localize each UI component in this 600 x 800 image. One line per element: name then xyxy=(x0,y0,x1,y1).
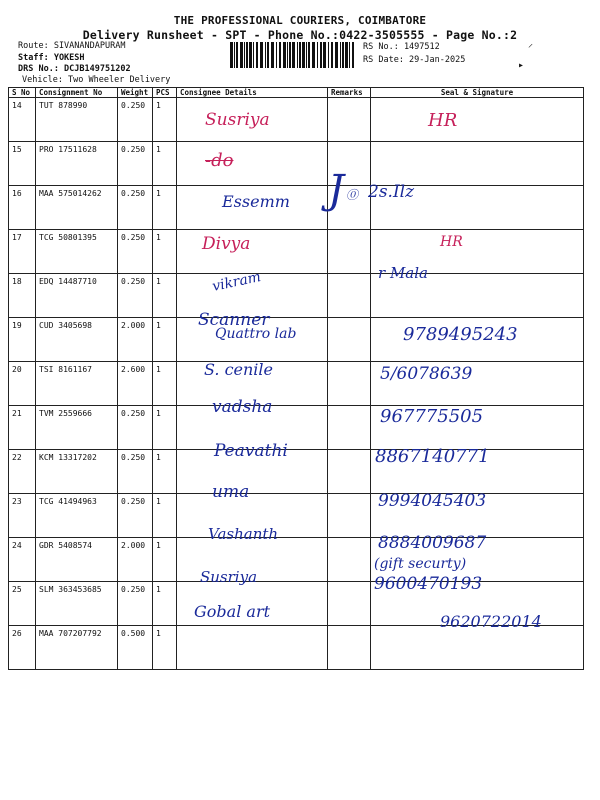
consignment-cell: MAA 575014262 xyxy=(36,186,118,230)
consignee-details-cell xyxy=(177,582,328,626)
remarks-cell xyxy=(328,318,371,362)
handwritten-name: Essemm xyxy=(222,192,290,211)
consignee-details-cell xyxy=(177,230,328,274)
weight-cell: 2.000 xyxy=(118,538,153,582)
col-header: PCS xyxy=(153,88,177,98)
handwritten-name: Vashanth xyxy=(208,525,279,543)
consignment-cell: KCM 13317202 xyxy=(36,450,118,494)
table-row xyxy=(9,142,584,186)
table-row xyxy=(9,98,584,142)
table-row xyxy=(9,406,584,450)
seal-signature-cell xyxy=(371,362,584,406)
circled-mark: ⓪ xyxy=(346,188,359,202)
sno-cell: 23 xyxy=(9,494,36,538)
weight-cell: 0.250 xyxy=(118,406,153,450)
handwritten-signature: 5/6078639 xyxy=(380,364,473,384)
handwritten-signature: 2s.Ilz xyxy=(368,182,415,202)
sno-cell: 14 xyxy=(9,98,36,142)
vehicle-label: Vehicle: Two Wheeler Delivery xyxy=(22,75,171,85)
table-row xyxy=(9,186,584,230)
sno-cell: 21 xyxy=(9,406,36,450)
remarks-cell xyxy=(328,406,371,450)
consignment-cell: CUD 3405698 xyxy=(36,318,118,362)
weight-cell: 2.600 xyxy=(118,362,153,406)
runsheet-subtitle: Delivery Runsheet - SPT - Phone No.:0422-3505555 - Page No.:2 xyxy=(82,28,518,42)
sno-cell: 24 xyxy=(9,538,36,582)
consignee-details-cell xyxy=(177,362,328,406)
table-row xyxy=(9,274,584,318)
sno-cell: 25 xyxy=(9,582,36,626)
handwritten-name: -do xyxy=(205,150,234,171)
handwritten-signature: 8884009687 xyxy=(378,533,487,553)
consignment-cell: TCG 50801395 xyxy=(36,230,118,274)
table-row xyxy=(9,626,584,670)
remarks-cell xyxy=(328,98,371,142)
handwritten-name: S. cenile xyxy=(204,360,273,379)
consignee-details-cell xyxy=(177,274,328,318)
seal-signature-cell xyxy=(371,538,584,582)
handwritten-signature: 967775505 xyxy=(380,406,484,427)
handwritten-name: Scanner xyxy=(198,310,270,330)
weight-cell: 0.250 xyxy=(118,142,153,186)
handwritten-name: uma xyxy=(212,482,250,502)
handwritten-name: vikram xyxy=(210,269,263,295)
weight-cell: 0.250 xyxy=(118,186,153,230)
seal-signature-cell xyxy=(371,582,584,626)
seal-signature-cell xyxy=(371,230,584,274)
handwritten-signature: 9994045403 xyxy=(378,491,487,511)
consignment-cell: TVM 2559666 xyxy=(36,406,118,450)
handwritten-stroke: J xyxy=(328,167,345,213)
consignee-details-cell xyxy=(177,538,328,582)
col-header: Seal & Signature xyxy=(371,88,584,98)
sno-cell: 15 xyxy=(9,142,36,186)
weight-cell: 0.250 xyxy=(118,230,153,274)
consignee-details-cell xyxy=(177,318,328,362)
pcs-cell: 1 xyxy=(153,142,177,186)
handwritten-signature: 9620722014 xyxy=(440,612,542,631)
table-row xyxy=(9,538,584,582)
drs-label: DRS No.: DCJB149751202 xyxy=(18,64,131,74)
seal-signature-cell xyxy=(371,98,584,142)
stray-mark: ⸍ xyxy=(528,43,533,54)
weight-cell: 0.250 xyxy=(118,582,153,626)
remarks-cell xyxy=(328,538,371,582)
table-row xyxy=(9,494,584,538)
pcs-cell: 1 xyxy=(153,538,177,582)
barcode xyxy=(230,42,356,68)
handwritten-signature: HR xyxy=(440,234,463,250)
consignment-cell: TUT 878990 xyxy=(36,98,118,142)
seal-signature-cell xyxy=(371,318,584,362)
sno-cell: 22 xyxy=(9,450,36,494)
table-row xyxy=(9,230,584,274)
weight-cell: 0.500 xyxy=(118,626,153,670)
pcs-cell: 1 xyxy=(153,186,177,230)
consignment-cell: SLM 363453685 xyxy=(36,582,118,626)
remarks-cell xyxy=(328,626,371,670)
remarks-cell xyxy=(328,494,371,538)
pcs-cell: 1 xyxy=(153,230,177,274)
sno-cell: 20 xyxy=(9,362,36,406)
weight-cell: 0.250 xyxy=(118,450,153,494)
pcs-cell: 1 xyxy=(153,318,177,362)
handwritten-name: Divya xyxy=(202,234,251,254)
table-row xyxy=(9,318,584,362)
seal-signature-cell xyxy=(371,274,584,318)
seal-signature-cell xyxy=(371,626,584,670)
seal-signature-cell xyxy=(371,406,584,450)
consignment-cell: MAA 707207792 xyxy=(36,626,118,670)
handwritten-signature: (gift securty) xyxy=(374,556,467,572)
weight-cell: 0.250 xyxy=(118,98,153,142)
consignee-details-cell xyxy=(177,626,328,670)
seal-signature-cell xyxy=(371,494,584,538)
remarks-cell xyxy=(328,274,371,318)
sno-cell: 26 xyxy=(9,626,36,670)
seal-signature-cell xyxy=(371,142,584,186)
handwritten-name: Susriya xyxy=(205,110,270,130)
pcs-cell: 1 xyxy=(153,450,177,494)
col-header: Consignment No xyxy=(36,88,118,98)
handwritten-name: vadsha xyxy=(212,397,273,417)
consignee-details-cell xyxy=(177,186,328,230)
handwritten-name: Gobal art xyxy=(194,602,271,621)
staff-label: Staff: YOKESH xyxy=(18,53,85,63)
handwritten-signature: 9789495243 xyxy=(403,324,518,345)
handwritten-name: Susriya xyxy=(200,568,258,586)
remarks-cell xyxy=(328,450,371,494)
handwritten-signature: 8867140771 xyxy=(375,446,490,467)
consignee-details-cell xyxy=(177,98,328,142)
sno-cell: 16 xyxy=(9,186,36,230)
col-header: S No xyxy=(9,88,36,98)
handwritten-name: Peavathi xyxy=(214,441,288,461)
remarks-cell xyxy=(328,186,371,230)
table-row xyxy=(9,362,584,406)
remarks-cell xyxy=(328,362,371,406)
consignment-cell: GDR 5408574 xyxy=(36,538,118,582)
consignee-details-cell xyxy=(177,450,328,494)
table-header-row xyxy=(9,88,584,98)
sno-cell: 19 xyxy=(9,318,36,362)
consignee-details-cell xyxy=(177,406,328,450)
company-title: THE PROFESSIONAL COURIERS, COIMBATORE xyxy=(173,14,427,27)
handwritten-signature: 9600470193 xyxy=(374,574,483,594)
handwritten-name: Quattro lab xyxy=(215,326,297,342)
route-label: Route: SIVANANDAPURAM xyxy=(18,41,126,51)
remarks-cell xyxy=(328,582,371,626)
stray-mark: ▸ xyxy=(518,60,525,71)
consignment-cell: TSI 8161167 xyxy=(36,362,118,406)
weight-cell: 2.000 xyxy=(118,318,153,362)
runsheet-table xyxy=(8,87,584,670)
weight-cell: 0.250 xyxy=(118,494,153,538)
pcs-cell: 1 xyxy=(153,494,177,538)
sno-cell: 18 xyxy=(9,274,36,318)
seal-signature-cell xyxy=(371,186,584,230)
pcs-cell: 1 xyxy=(153,406,177,450)
col-header: Weight xyxy=(118,88,153,98)
col-header: Remarks xyxy=(328,88,371,98)
col-header: Consignee Details xyxy=(177,88,328,98)
remarks-cell xyxy=(328,142,371,186)
table-row xyxy=(9,582,584,626)
handwritten-signature: r Mala xyxy=(378,264,428,282)
pcs-cell: 1 xyxy=(153,362,177,406)
consignee-details-cell xyxy=(177,142,328,186)
consignment-cell: EDQ 14487710 xyxy=(36,274,118,318)
consignment-cell: TCG 41494963 xyxy=(36,494,118,538)
pcs-cell: 1 xyxy=(153,98,177,142)
seal-signature-cell xyxy=(371,450,584,494)
table-row xyxy=(9,450,584,494)
consignee-details-cell xyxy=(177,494,328,538)
pcs-cell: 1 xyxy=(153,274,177,318)
pcs-cell: 1 xyxy=(153,582,177,626)
remarks-cell xyxy=(328,230,371,274)
rs-number: RS No.: 1497512 xyxy=(363,42,440,52)
rs-date: RS Date: 29-Jan-2025 xyxy=(363,55,466,65)
sno-cell: 17 xyxy=(9,230,36,274)
weight-cell: 0.250 xyxy=(118,274,153,318)
pcs-cell: 1 xyxy=(153,626,177,670)
handwritten-signature: HR xyxy=(428,110,458,131)
consignment-cell: PRO 17511628 xyxy=(36,142,118,186)
